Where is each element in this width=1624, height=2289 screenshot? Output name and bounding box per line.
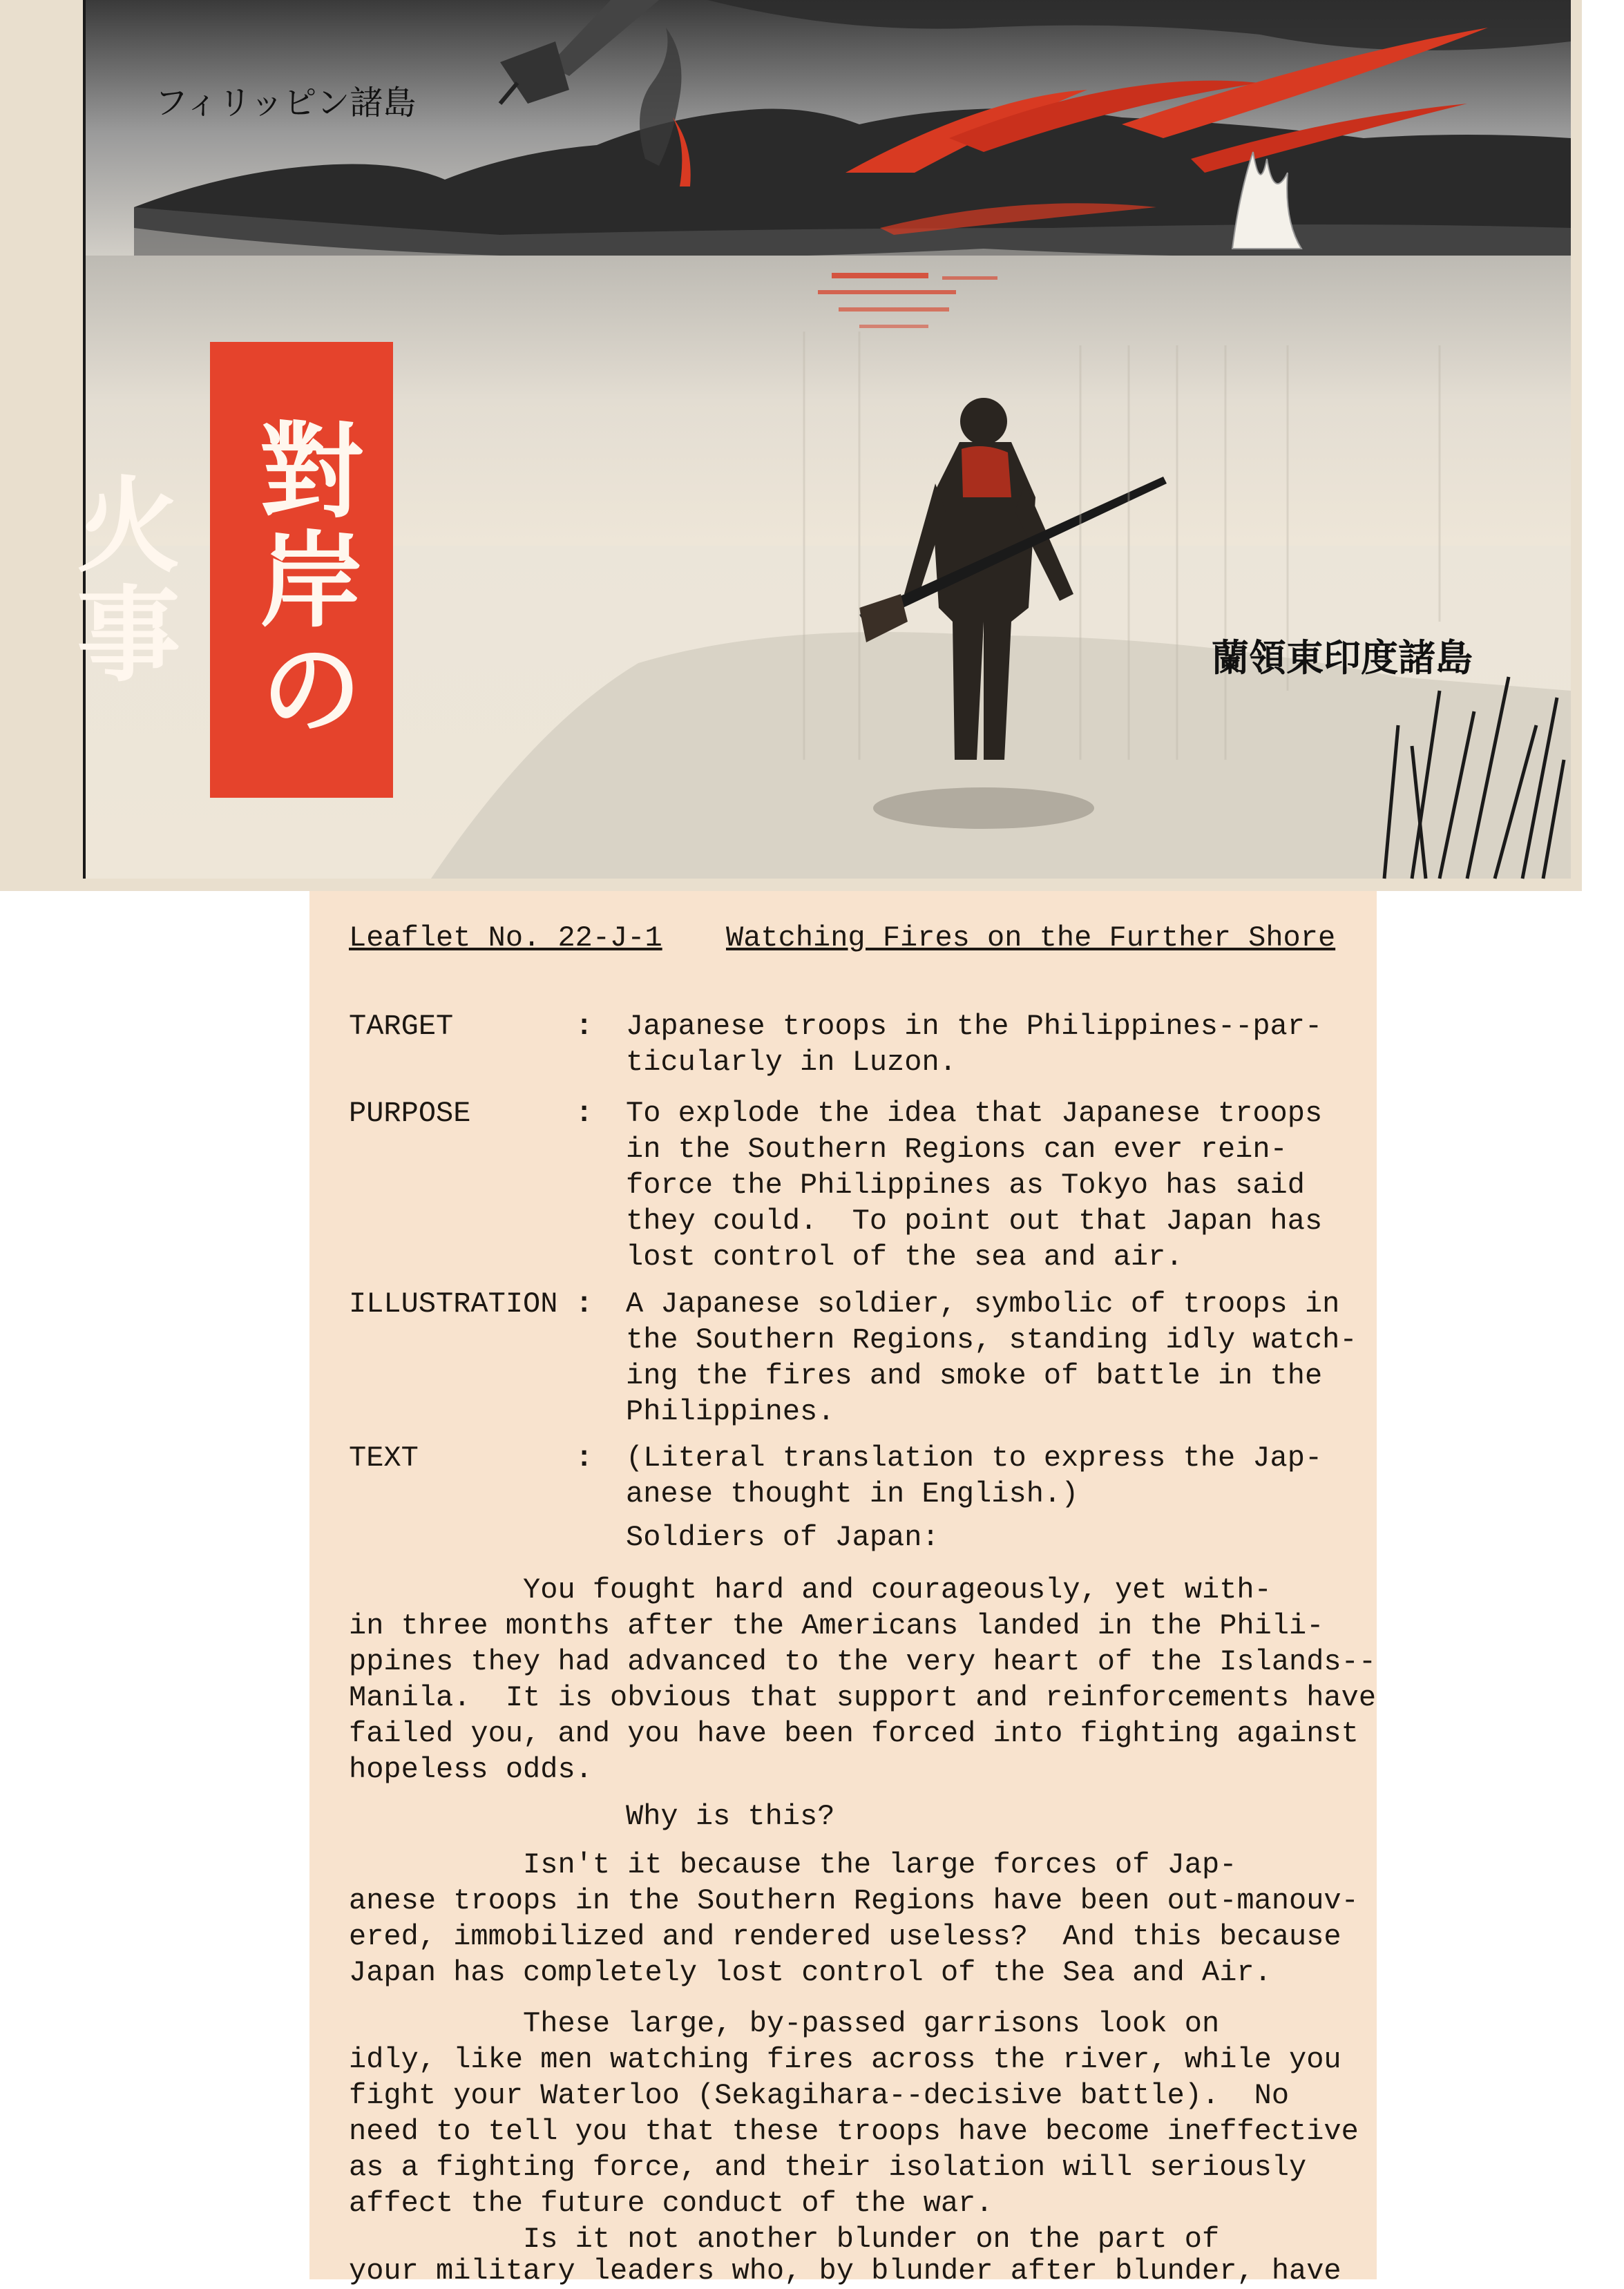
illustration-line: A Japanese soldier, symbolic of troops in xyxy=(626,1287,1340,1321)
typed-description-sheet xyxy=(309,891,1377,2288)
body-line: as a fighting force, and their isolation will seriously xyxy=(349,2151,1307,2184)
body-line: need to tell you that these troops have become ineffective xyxy=(349,2115,1359,2148)
purpose-line: To explode the idea that Japanese troops xyxy=(626,1097,1323,1130)
illustration-line: Philippines. xyxy=(626,1395,835,1428)
netherlands-east-indies-label: 蘭領東印度諸島 xyxy=(1212,636,1473,680)
body-line: Is it not another blunder on the part of xyxy=(349,2223,1220,2256)
illustration-line: ing the fires and smoke of battle in the xyxy=(626,1359,1323,1392)
text-line: (Literal translation to express the Jap- xyxy=(626,1442,1323,1475)
question-line: Why is this? xyxy=(626,1800,835,1833)
body-line: Isn't it because the large forces of Jap- xyxy=(349,1848,1237,1881)
text-line: anese thought in English.) xyxy=(626,1477,1079,1511)
salutation: Soldiers of Japan: xyxy=(626,1521,939,1554)
purpose-line: force the Philippines as Tokyo has said xyxy=(626,1169,1305,1202)
body-line: Japan has completely lost control of the Sea and Air. xyxy=(349,1956,1272,1989)
target-line: ticularly in Luzon. xyxy=(626,1046,957,1079)
illustration-line: the Southern Regions, standing idly watch- xyxy=(626,1323,1357,1357)
colon: : xyxy=(575,1442,593,1475)
leaflet-number: Leaflet No. 22-J-1 xyxy=(349,921,662,955)
colon: : xyxy=(575,1287,593,1321)
body-line: anese troops in the Southern Regions have been out-manouv- xyxy=(349,1884,1359,1917)
purpose-line: in the Southern Regions can ever rein- xyxy=(626,1133,1288,1166)
body-line: affect the future conduct of the war. xyxy=(349,2187,993,2220)
text-label: TEXT xyxy=(349,1442,419,1475)
title-banner xyxy=(59,342,393,798)
body-line: ppines they had advanced to the very heart of the Islands-- xyxy=(349,1645,1377,1678)
body-line: idly, like men watching fires across the river, while you xyxy=(349,2043,1341,2076)
illustration-frame xyxy=(59,0,1568,879)
target-label: TARGET xyxy=(349,1010,454,1043)
purpose-line: lost control of the sea and air. xyxy=(626,1241,1183,1274)
leaflet-illustration xyxy=(0,0,1582,891)
body-line: You fought hard and courageously, yet with- xyxy=(349,1573,1272,1607)
body-line: your military leaders who, by blunder after blunder, have xyxy=(349,2254,1341,2288)
colon: : xyxy=(575,1097,593,1130)
target-line: Japanese troops in the Philippines--par- xyxy=(626,1010,1323,1043)
leaflet-title-english: Watching Fires on the Further Shore xyxy=(726,921,1336,955)
body-line: failed you, and you have been forced into fighting against xyxy=(349,1717,1359,1750)
body-line: hopeless odds. xyxy=(349,1753,593,1786)
leaflet-title-japanese: 對岸の火事 xyxy=(59,416,362,744)
body-line: Manila. It is obvious that support and reinforcements have xyxy=(349,1681,1377,1714)
body-line: ered, immobilized and rendered useless? And this because xyxy=(349,1920,1341,1953)
body-line: fight your Waterloo (Sekagihara--decisive battle). No xyxy=(349,2079,1290,2112)
body-line: in three months after the Americans landed in the Phili- xyxy=(349,1609,1324,1642)
colon: : xyxy=(575,1010,593,1043)
purpose-label: PURPOSE xyxy=(349,1097,471,1130)
purpose-line: they could. To point out that Japan has xyxy=(626,1205,1323,1238)
philippines-label: フィリッピン諸島 xyxy=(155,84,417,122)
illustration-label: ILLUSTRATION xyxy=(349,1287,558,1321)
body-line: These large, by-passed garrisons look on xyxy=(349,2007,1220,2040)
